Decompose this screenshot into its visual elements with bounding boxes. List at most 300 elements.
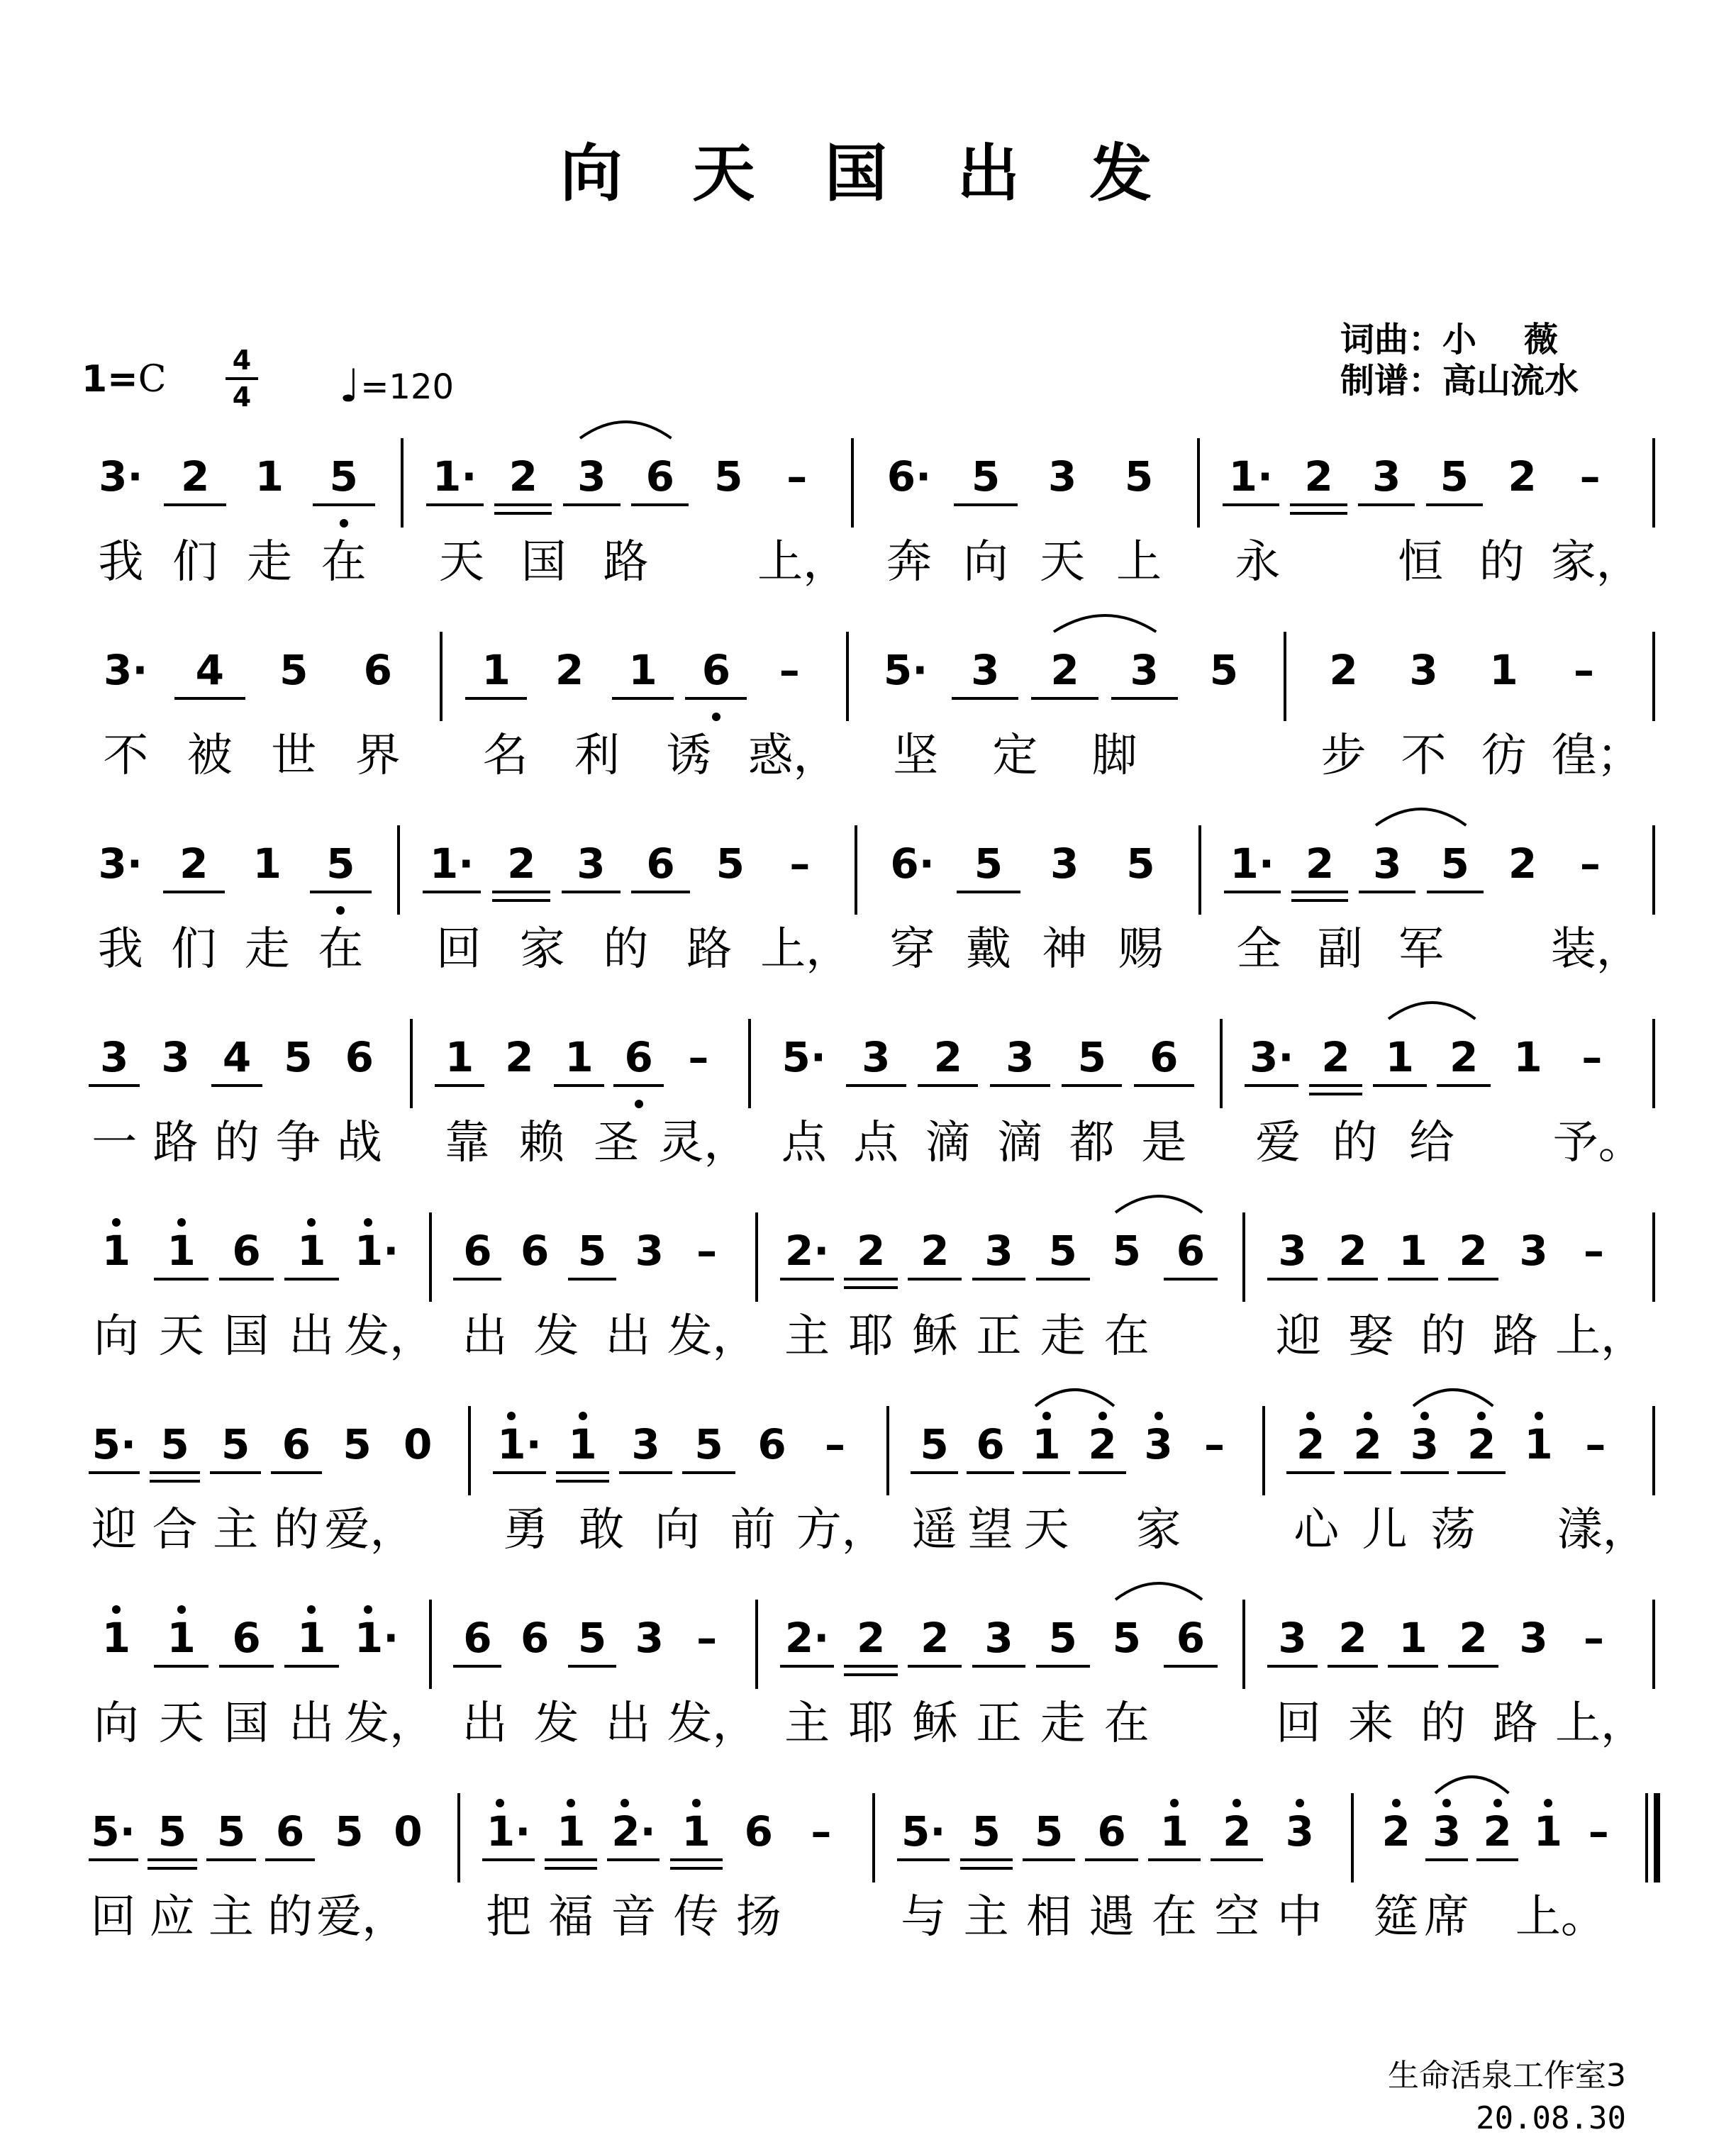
beam-line: [972, 1278, 1026, 1281]
barline: [1652, 438, 1655, 528]
lyric-syllable: 合: [152, 1504, 198, 1556]
beam-line: [670, 1858, 723, 1861]
lyric-syllable: 出: [605, 1310, 651, 1363]
note-pitch: –: [811, 1807, 832, 1856]
lyric-syllable: 在: [1151, 1891, 1197, 1943]
note-pitch: 2: [1449, 1033, 1479, 1081]
lyric-syllable: 家: [519, 923, 565, 976]
lyric-syllable: 上，: [757, 536, 849, 589]
beam-line: [972, 1665, 1026, 1668]
note: [404, 1422, 432, 1467]
note: [161, 1034, 189, 1080]
lyric-syllable: 在: [1103, 1310, 1150, 1363]
beam-line: [1079, 1471, 1125, 1474]
octave-dot-high: [1392, 1799, 1401, 1807]
note: [564, 1034, 593, 1080]
beam-line: [780, 1665, 834, 1668]
beam-line: [1286, 1471, 1334, 1474]
beam-line: [1388, 1278, 1438, 1281]
lyric-syllable: 滴: [925, 1117, 971, 1169]
octave-dot-high: [1042, 1412, 1051, 1420]
note-pitch: 2: [1381, 1807, 1410, 1856]
note: [577, 841, 605, 886]
beam-line: [1085, 1858, 1137, 1861]
note-pitch: 3: [1285, 1807, 1314, 1856]
barline: [1242, 1212, 1245, 1302]
note: [1278, 1615, 1306, 1661]
note-pitch: –: [779, 646, 800, 694]
note: [329, 454, 357, 499]
beam-line: [568, 1665, 616, 1668]
octave-dot-high: [1364, 1412, 1372, 1420]
note: [884, 647, 928, 693]
note-pitch: 3: [1278, 1614, 1307, 1662]
lyric-syllable: 利: [574, 730, 620, 782]
note-pitch: 2: [1321, 1033, 1350, 1081]
lyric-syllable: 赖: [518, 1117, 564, 1169]
lyric-syllable: 遥: [911, 1504, 957, 1556]
note: [276, 1809, 304, 1854]
note-pitch: 2: [1508, 452, 1537, 501]
barline: [1652, 1212, 1655, 1302]
beam-line: [206, 1858, 256, 1861]
note-pitch: –: [1588, 1807, 1609, 1856]
beam-line: [844, 1278, 898, 1281]
beam-line: [1164, 1278, 1218, 1281]
beam-line: [1425, 1858, 1468, 1861]
tempo-marking: [339, 360, 454, 413]
lyric-syllable: 爱: [1255, 1117, 1301, 1169]
note: [221, 1422, 250, 1467]
lyric-syllable: 的: [1420, 1310, 1466, 1363]
note: [482, 647, 511, 693]
barline: [1262, 1406, 1265, 1495]
lyric-syllable: 出: [605, 1697, 651, 1750]
note-pitch: 5: [221, 1420, 250, 1468]
note: [1250, 1034, 1293, 1080]
note: [99, 454, 143, 499]
note: [920, 1615, 949, 1661]
beam-line: [1328, 1278, 1378, 1281]
lyric-syllable: 的: [273, 1504, 319, 1556]
lyric-syllable: 席: [1424, 1891, 1470, 1943]
lyric-syllable: 荡: [1430, 1504, 1476, 1556]
note-pitch: –: [786, 452, 808, 501]
note: [1440, 454, 1469, 499]
lyric-syllable: 是: [1141, 1117, 1187, 1169]
lyric-syllable: 天: [158, 1697, 204, 1750]
beam-line: [1023, 1471, 1069, 1474]
note-pitch: 6: [282, 1420, 311, 1468]
note-pitch: 3: [99, 452, 128, 501]
note-pitch: 1: [1032, 1420, 1061, 1468]
lyric-syllable: 上: [1116, 536, 1162, 589]
octave-dot-low: [635, 1100, 643, 1108]
note: [1006, 1034, 1034, 1080]
lyric-syllable: 的: [603, 923, 649, 976]
note: [196, 647, 224, 693]
beam-line: [990, 1084, 1050, 1087]
note: [1410, 1422, 1439, 1467]
lyric-syllable: 给: [1409, 1117, 1454, 1169]
duration-dot: ·: [119, 1807, 135, 1856]
note: [1409, 647, 1437, 693]
note-pitch: 5: [91, 1420, 121, 1468]
note-pitch: 2: [179, 839, 208, 888]
beam-line: [148, 1867, 197, 1870]
lyric-syllable: 爱，: [324, 1504, 416, 1556]
lyric-syllable: 筵: [1373, 1891, 1419, 1943]
score-date: 20.08.30: [1476, 2100, 1626, 2136]
note-pitch: 6: [232, 1227, 261, 1275]
note: [631, 1422, 660, 1467]
note-pitch: 5: [284, 1033, 313, 1081]
note-pitch: 3: [1373, 839, 1402, 888]
beam-line: [1358, 503, 1415, 506]
beam-line: [1164, 1665, 1218, 1668]
note-pitch: 6: [1150, 1033, 1179, 1081]
note-pitch: 5: [1048, 1227, 1077, 1275]
note-pitch: 6: [744, 1807, 773, 1856]
beam-line: [1426, 503, 1483, 506]
beam-line: [554, 1084, 604, 1087]
lyric-syllable: 走: [244, 923, 290, 976]
note-pitch: 3: [1006, 1033, 1035, 1081]
note-pitch: 1: [1398, 1614, 1428, 1662]
lyric-syllable: 战: [336, 1117, 382, 1169]
note-pitch: 2: [1223, 1807, 1252, 1856]
lyric-syllable: 们: [171, 923, 217, 976]
lyric-syllable: 来: [1348, 1697, 1393, 1750]
note-pitch: 5: [1077, 1033, 1106, 1081]
lyric-syllable: 出: [462, 1310, 508, 1363]
note: [782, 1034, 826, 1080]
beam-line: [154, 1278, 208, 1281]
note: [1278, 1228, 1306, 1273]
score-row: [0, 1615, 1736, 1792]
lyric-syllable: 向: [93, 1697, 139, 1750]
note: [611, 1809, 655, 1854]
note: [785, 1615, 829, 1661]
note: [972, 454, 1000, 499]
beam-line: [1111, 697, 1178, 700]
note: [345, 1034, 374, 1080]
lyric-syllable: 稣: [912, 1697, 958, 1750]
lyric-syllable: 予。: [1552, 1117, 1644, 1169]
octave-dot-high: [364, 1218, 372, 1227]
note-pitch: 0: [394, 1807, 423, 1856]
octave-dot-high: [112, 1605, 121, 1614]
note-pitch: 2: [555, 646, 584, 694]
lyric-syllable: 的: [214, 1117, 260, 1169]
beam-line: [545, 1858, 597, 1861]
note-pitch: 3: [1050, 839, 1079, 888]
note-pitch: 1: [297, 1614, 326, 1662]
lyric-syllable: 灵，: [658, 1117, 750, 1169]
note: [217, 1809, 245, 1854]
note-pitch: 2: [1508, 839, 1537, 888]
lyric-syllable: 徨；: [1551, 730, 1642, 782]
beam-line: [174, 697, 245, 700]
note-pitch: 5: [901, 1807, 930, 1856]
lyric-syllable: 在: [321, 536, 367, 589]
note-pitch: 5: [972, 1807, 1001, 1856]
note-pitch: –: [1584, 1227, 1604, 1275]
lyric-syllable: 娶: [1348, 1310, 1393, 1363]
note: [714, 454, 742, 499]
note: [1432, 1809, 1461, 1854]
duration-dot: ·: [458, 839, 474, 888]
note: [102, 1615, 130, 1661]
note-pitch: 5: [343, 1420, 372, 1468]
beam-line: [210, 1471, 261, 1474]
lyric-syllable: 上。: [1515, 1891, 1606, 1943]
note-pitch: 2: [1353, 1420, 1382, 1468]
beam-line: [1245, 1084, 1298, 1087]
octave-dot-high: [621, 1799, 629, 1807]
beam-line: [493, 1471, 546, 1474]
slur: [1113, 1574, 1205, 1602]
note: [1524, 1422, 1552, 1467]
lyric-syllable: 发，: [344, 1310, 435, 1363]
note-pitch: 6: [645, 452, 674, 501]
note: [255, 454, 284, 499]
barline: [872, 1793, 875, 1882]
note-pitch: 2: [508, 452, 538, 501]
note-pitch: 6: [463, 1614, 492, 1662]
note-pitch: –: [1585, 1420, 1606, 1468]
note-pitch: 6: [890, 839, 919, 888]
slur: [1033, 1380, 1117, 1409]
lyric-syllable: 发: [533, 1310, 579, 1363]
lyric-syllable: 不: [103, 730, 149, 782]
note-pitch: –: [1574, 646, 1594, 694]
note: [646, 454, 674, 499]
score-row: [0, 1228, 1736, 1405]
note: [335, 1809, 363, 1854]
note: [463, 1228, 491, 1273]
beam-line: [612, 697, 674, 700]
beam-line: [1437, 1084, 1491, 1087]
note-pitch: 1: [101, 1614, 131, 1662]
barline: [1242, 1600, 1245, 1689]
duration-dot: ·: [1258, 839, 1274, 888]
note-pitch: 5: [1034, 1807, 1064, 1856]
lyric-syllable: 争: [275, 1117, 321, 1169]
beam-line: [492, 891, 550, 893]
beam-line: [271, 1471, 322, 1474]
beam-line: [908, 1665, 962, 1668]
note-pitch: 5: [971, 452, 1001, 501]
lyric-syllable: 的: [1420, 1697, 1466, 1750]
lyric-syllable: 天: [438, 536, 484, 589]
beam-line: [562, 891, 620, 893]
lyric-syllable: 坚: [893, 730, 939, 782]
beam-line: [1036, 1665, 1090, 1668]
beam-line: [494, 503, 552, 506]
slur: [577, 413, 674, 441]
note-pitch: 1: [1524, 1420, 1553, 1468]
note-pitch: –: [1581, 1033, 1603, 1081]
lyric-syllable: 点: [853, 1117, 899, 1169]
note: [578, 1228, 606, 1273]
note: [628, 647, 657, 693]
lyric-syllable: 们: [172, 536, 218, 589]
note-pitch: 1: [628, 646, 657, 694]
lyric-syllable: 出: [462, 1697, 508, 1750]
octave-dot-high: [112, 1218, 121, 1227]
barline: [855, 825, 857, 915]
note: [1097, 1809, 1125, 1854]
barline: [1197, 438, 1200, 528]
barline: [468, 1406, 471, 1495]
note-pitch: 5: [1048, 1614, 1077, 1662]
octave-dot-high: [177, 1605, 186, 1614]
barline: [440, 632, 443, 721]
note: [505, 1034, 533, 1080]
lyric-syllable: 我: [98, 536, 144, 589]
note-pitch: 2: [1329, 646, 1358, 694]
note: [521, 1615, 549, 1661]
octave-dot-high: [177, 1218, 186, 1227]
note: [696, 1615, 717, 1661]
lyric-syllable: 方，: [796, 1504, 887, 1556]
note-pitch: 1: [486, 1807, 516, 1856]
note-pitch: 3: [1519, 1614, 1548, 1662]
beam-line: [911, 1471, 957, 1474]
note-pitch: 2: [920, 1614, 950, 1662]
note-pitch: 6: [976, 1420, 1005, 1468]
note: [1144, 1422, 1172, 1467]
note: [1574, 647, 1594, 693]
note: [430, 841, 474, 886]
note: [364, 647, 392, 693]
note-pitch: 5: [1126, 839, 1155, 888]
note: [681, 1809, 710, 1854]
lyric-syllable: 回: [90, 1891, 136, 1943]
note: [1519, 1228, 1547, 1273]
note-pitch: 5: [714, 452, 743, 501]
note: [1398, 1228, 1427, 1273]
beam-line: [897, 1858, 950, 1861]
beam-line: [967, 1471, 1013, 1474]
lyric-syllable: 不: [1401, 730, 1447, 782]
note-pitch: 3: [971, 646, 1000, 694]
score-row: [0, 1809, 1736, 1986]
note: [92, 1422, 136, 1467]
beam-line: [284, 1665, 339, 1668]
beam-line: [563, 503, 621, 506]
beam-line: [219, 1278, 274, 1281]
note-pitch: 6: [886, 452, 916, 501]
lyric-syllable: 国: [223, 1697, 269, 1750]
key-prefix: 1=: [82, 358, 138, 401]
beam-line: [1388, 1665, 1438, 1668]
note: [1150, 1034, 1178, 1080]
duration-dot: ·: [810, 1033, 826, 1081]
note: [1176, 1615, 1205, 1661]
beam-line: [1309, 1093, 1363, 1095]
note: [1386, 1034, 1414, 1080]
lyric-syllable: 诱: [666, 730, 712, 782]
note: [497, 1422, 541, 1467]
note: [1459, 1228, 1487, 1273]
note: [1229, 454, 1273, 499]
note-pitch: 1: [1398, 1227, 1428, 1275]
beam-line: [1401, 1471, 1448, 1474]
beam-line: [556, 1471, 609, 1474]
note: [635, 1615, 664, 1661]
lyric-syllable: 发，: [667, 1310, 758, 1363]
note: [1035, 1809, 1063, 1854]
slur: [1113, 1187, 1205, 1215]
octave-dot-high: [496, 1799, 504, 1807]
lyric-syllable: 定: [992, 730, 1038, 782]
note: [521, 1228, 549, 1273]
lyric-syllable: 路: [1493, 1697, 1538, 1750]
note-pitch: 2: [1305, 839, 1335, 888]
lyric-syllable: 在: [1103, 1697, 1150, 1750]
lyric-syllable: 遇: [1089, 1891, 1135, 1943]
time-signature-top: 4: [232, 345, 252, 376]
beam-line: [1359, 891, 1415, 893]
lyric-syllable: 回: [435, 923, 482, 976]
note-pitch: 1: [354, 1227, 384, 1275]
note: [1372, 454, 1401, 499]
beam-line: [1328, 1665, 1378, 1668]
lyric-syllable: 全: [1236, 923, 1282, 976]
octave-dot-high: [692, 1799, 701, 1807]
note: [102, 1228, 130, 1273]
note: [646, 841, 674, 886]
note-pitch: 3: [1047, 452, 1077, 501]
lyric-syllable: 相: [1026, 1891, 1072, 1943]
barline: [429, 1600, 432, 1689]
note: [974, 841, 1003, 886]
lyric-syllable: 儿: [1362, 1504, 1408, 1556]
note-pitch: –: [825, 1420, 845, 1468]
lyric-syllable: 耶: [848, 1310, 894, 1363]
lyric-syllable: 我: [97, 923, 143, 976]
lyric-syllable: 靠: [444, 1117, 490, 1169]
note: [1050, 841, 1079, 886]
note-pitch: 1: [101, 1227, 131, 1275]
note-pitch: 2: [1467, 1420, 1496, 1468]
note: [99, 841, 143, 886]
note-pitch: 1: [497, 1420, 526, 1468]
note-pitch: 3: [577, 839, 606, 888]
note-pitch: 2: [784, 1614, 814, 1662]
lyric-syllable: 彷: [1481, 730, 1527, 782]
lyric-syllable: 赐: [1118, 923, 1164, 976]
note: [1286, 1809, 1314, 1854]
lyric-syllable: 国: [223, 1310, 269, 1363]
note: [1580, 841, 1601, 886]
lyric-syllable: 的: [267, 1891, 313, 1943]
beam-line: [1267, 1278, 1318, 1281]
octave-dot-high: [579, 1412, 587, 1420]
note: [463, 1615, 491, 1661]
duration-dot: ·: [120, 1420, 137, 1468]
note: [901, 1809, 945, 1854]
lyric-syllable: 点: [781, 1117, 827, 1169]
note-pitch: 1: [482, 646, 511, 694]
barline: [1220, 1019, 1223, 1108]
note-pitch: 1: [445, 1033, 474, 1081]
note-pitch: 2: [857, 1614, 886, 1662]
note: [890, 841, 934, 886]
lyric-syllable: 军: [1398, 923, 1444, 976]
